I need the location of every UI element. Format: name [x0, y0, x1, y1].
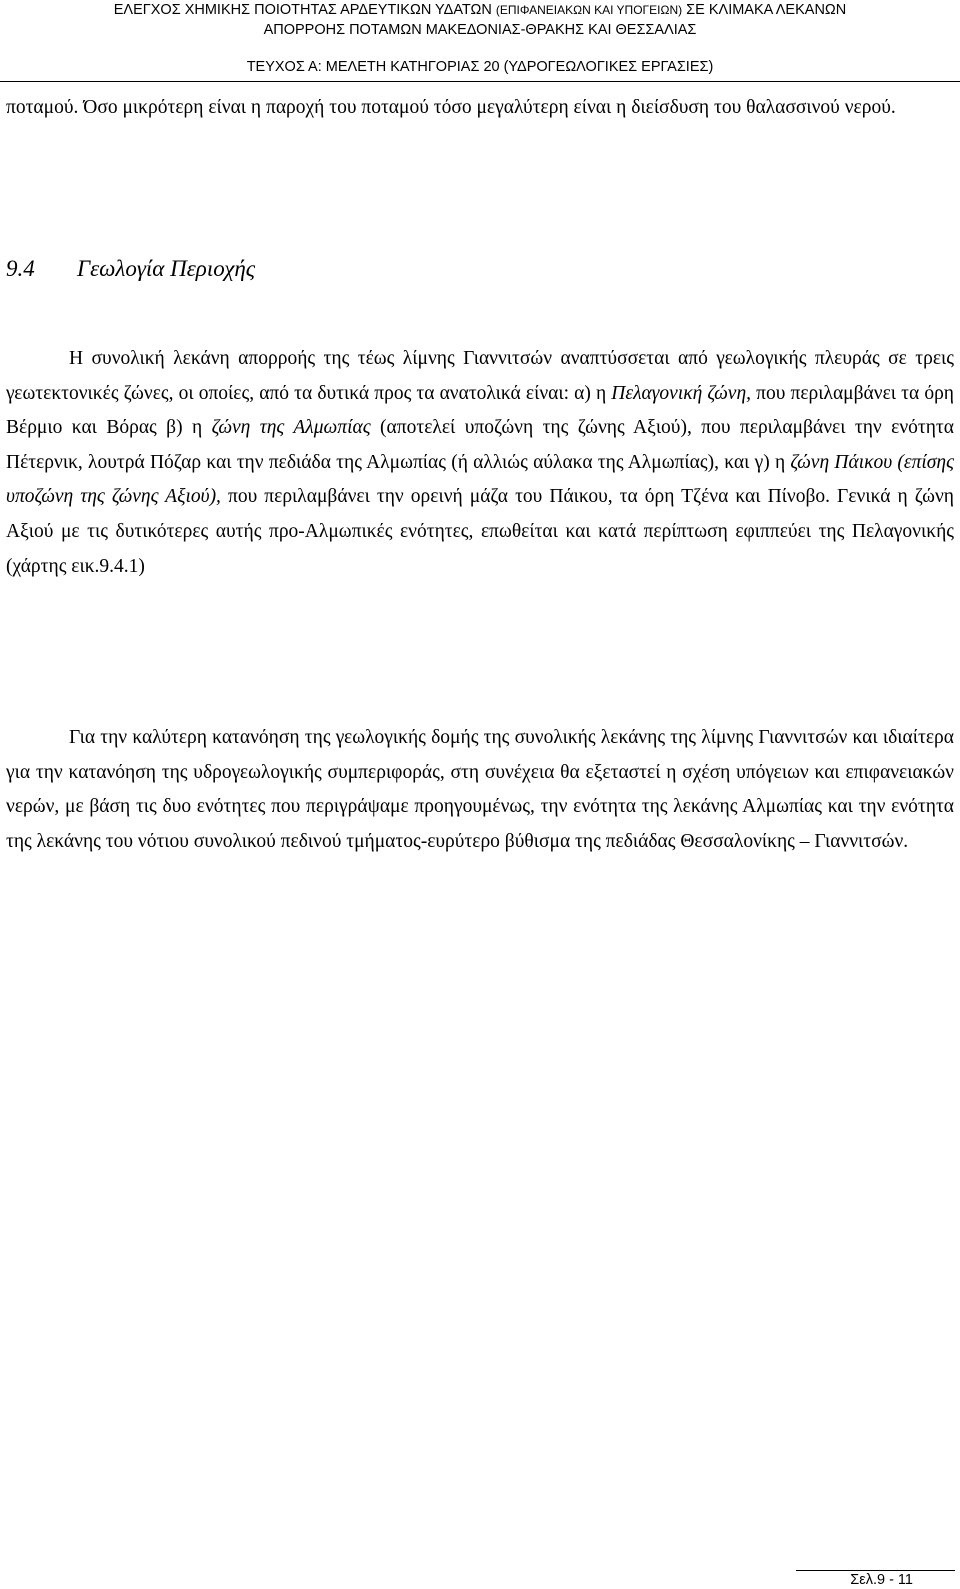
paragraph-1: [6, 342, 954, 584]
section-heading: [6, 256, 255, 282]
paragraph-2: Για την καλύτερη κατανόηση της γεωλογικής δομής της συνολικής λεκάνης της λίμνης Γιαννιτσών και ιδιαίτερα για την κατανόηση της υδρογεωλογικής συμπεριφοράς, στη συνέχεια θα εξεταστεί η σχέση υπόγειων και επιφανειακών νερών, με βάση τις δυο ενότητες που περιγράψαμε προηγουμένως, την ενότητα της λεκάνης Αλμωπίας και την ενότητα της λεκάνης του νότιου συνολικού πεδινού τμήματος-ευρύτερο βύθισμα της πεδιάδας Θεσσαλονίκης – Γιαννιτσών.: [6, 727, 954, 852]
header-line-2: ΑΠΟΡΡΟΗΣ ΠΟΤΑΜΩΝ ΜΑΚΕΔΟΝΙΑΣ-ΘΡΑΚΗΣ ΚΑΙ ΘΕΣΣΑΛΙΑΣ: [263, 22, 697, 38]
p1-segment-2: που περιλαμβάνει τα όρη Βέρμιο και Βόρας β) η: [6, 382, 954, 439]
p1-italic-paikou: ζώνη Πάικου (επίσης υποζώνη της ζώνης Αξιού),: [6, 451, 954, 508]
page-number: Σελ.9 - 11: [850, 1572, 913, 1588]
p1-segment-1: Η συνολική λεκάνη απορροής της τέως λίμνης Γιαννιτσών αναπτύσσεται από γεωλογικής πλευράς σε τρεις γεωτεκτονικές ζώνες, οι οποίες, από τα δυτικά προς τα ανατολικά είναι: α) η: [6, 348, 954, 404]
intro-paragraph: [6, 91, 954, 126]
paragraph-understanding: [6, 721, 954, 859]
header-line-1-small: (ΕΠΙΦΑΝΕΙΑΚΩΝ ΚΑΙ ΥΠΟΓΕΙΩΝ): [495, 3, 683, 17]
p1-segment-4: που περιλαμβάνει την ορεινή μάζα του Πάικου, τα όρη Τζένα και Πίνοβο. Γενικά η ζώνη Αξιού με τις δυτικότερες αυτής προ-Αλμωπικές ενότητες, επωθείται και κατά περίπτωση εφιππεύει της Πελαγονικής (χάρτης εικ.9.4.1): [6, 486, 954, 577]
intro-text: ποταμού. Όσο μικρότερη είναι η παροχή του ποταμού τόσο μεγαλύτερη είναι η διείσδυση του θαλασσινού νερού.: [6, 97, 896, 118]
section-number: 9.4: [6, 256, 35, 281]
paragraph-geology-zones: [6, 342, 954, 584]
header-rule: [0, 81, 960, 82]
header-line-1-end: ΣΕ ΚΛΙΜΑΚΑ ΛΕΚΑΝΩΝ: [686, 2, 847, 18]
header-line-3: ΤΕΥΧΟΣ Α: ΜΕΛΕΤΗ ΚΑΤΗΓΟΡΙΑΣ 20 (ΥΔΡΟΓΕΩΛΟΓΙΚΕΣ ΕΡΓΑΣΙΕΣ): [246, 59, 714, 75]
p1-segment-3: (αποτελεί υποζώνη της ζώνης Αξιού), που περιλαμβάνει την ενότητα Πέτερνικ, λουτρά Πόζαρ και την πεδιάδα της Αλμωπίας (ή αλλιώς αύλακα της Αλμωπίας), και γ) η: [6, 417, 954, 473]
p1-italic-almopia: ζώνη της Αλμωπίας: [211, 417, 371, 439]
section-title: Γεωλογία Περιοχής: [77, 256, 256, 281]
header-line-1: [0, 0, 960, 21]
p1-italic-pelagonian: Πελαγονική ζώνη,: [611, 382, 751, 404]
header-line-1-main: ΕΛΕΓΧΟΣ ΧΗΜΙΚΗΣ ΠΟΙΟΤΗΤΑΣ ΑΡΔΕΥΤΙΚΩΝ ΥΔΑΤΩΝ: [113, 2, 492, 18]
